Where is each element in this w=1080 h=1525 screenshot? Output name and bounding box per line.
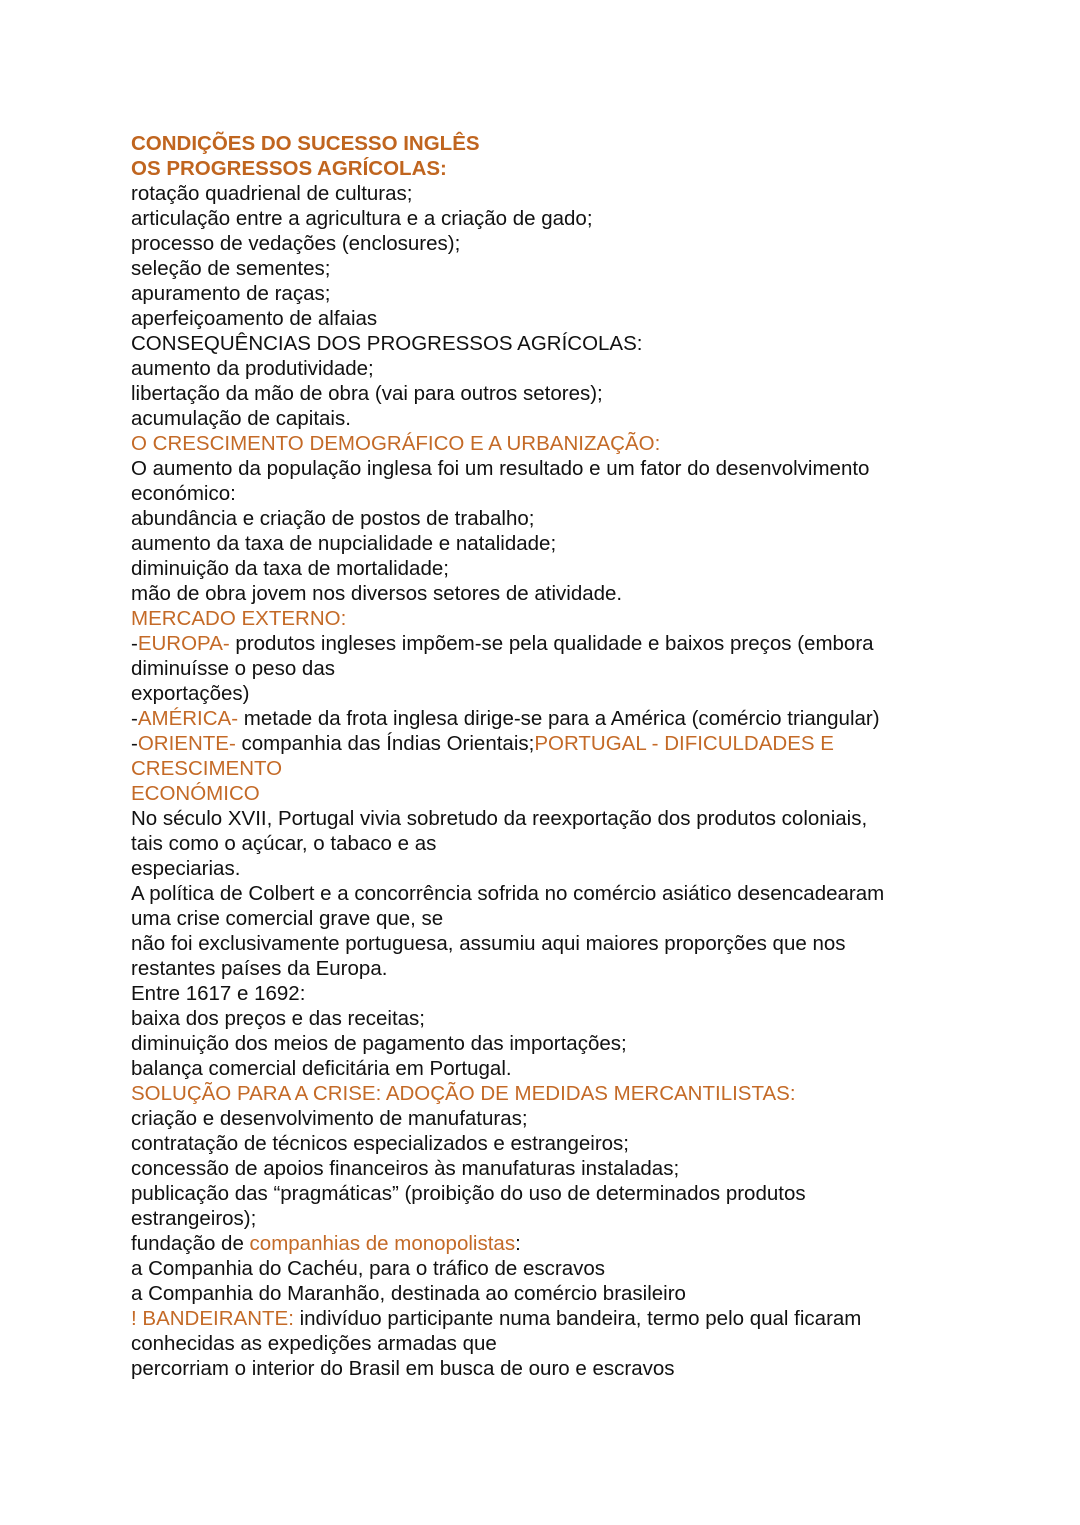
document-page [131, 131, 951, 1381]
label-oriente: ORIENTE- [137, 732, 236, 755]
list-item: acumulação de capitais. [131, 407, 351, 430]
list-item: criação e desenvolvimento de manufaturas; [131, 1107, 528, 1130]
list-item: apuramento de raças; [131, 282, 331, 305]
label-bandeirante: ! BANDEIRANTE: [131, 1307, 294, 1330]
list-item: aumento da taxa de nupcialidade e natalidade; [131, 532, 557, 555]
paragraph-line: uma crise comercial grave que, se [131, 907, 444, 930]
list-item: articulação entre a agricultura e a criação de gado; [131, 207, 593, 230]
heading-portugal: PORTUGAL - DIFICULDADES E [534, 732, 834, 755]
paragraph-line: O aumento da população inglesa foi um resultado e um fator do desenvolvimento [131, 457, 870, 480]
text-europa: produtos ingleses impõem-se pela qualidade e baixos preços (embora [229, 632, 874, 655]
label-europa: EUROPA- [137, 632, 230, 655]
paragraph-line: percorriam o interior do Brasil em busca de ouro e escravos [131, 1357, 675, 1380]
paragraph-line: restantes países da Europa. [131, 957, 388, 980]
list-item: processo de vedações (enclosures); [131, 232, 461, 255]
paragraph-line: diminuísse o peso das [131, 657, 335, 680]
list-item: baixa dos preços e das receitas; [131, 1007, 425, 1030]
list-item: diminuição da taxa de mortalidade; [131, 557, 449, 580]
label-america: AMÉRICA- [137, 707, 239, 730]
dash: - [131, 632, 138, 655]
paragraph-line: No século XVII, Portugal vivia sobretudo da reexportação dos produtos coloniais, [131, 807, 868, 830]
text-bandeirante: indivíduo participante numa bandeira, termo pelo qual ficaram [293, 1307, 862, 1330]
list-item: mão de obra jovem nos diversos setores de atividade. [131, 582, 623, 605]
highlight-companhias: companhias de monopolistas [249, 1232, 516, 1255]
list-item: a Companhia do Maranhão, destinada ao comércio brasileiro [131, 1282, 686, 1305]
paragraph-line: especiarias. [131, 857, 241, 880]
heading-portugal-cont: ECONÓMICO [131, 782, 260, 805]
heading-solucao-crise: SOLUÇÃO PARA A CRISE: ADOÇÃO DE MEDIDAS MERCANTILISTAS: [131, 1082, 796, 1105]
paragraph-line: económico: [131, 482, 236, 505]
dash: - [131, 732, 138, 755]
mercado-america [131, 706, 951, 731]
list-item: publicação das “pragmáticas” (proibição do uso de determinados produtos [131, 1182, 806, 1205]
heading-progressos-agricolas: OS PROGRESSOS AGRÍCOLAS: [131, 157, 447, 180]
bandeirante-line [131, 1306, 951, 1331]
list-item: abundância e criação de postos de trabalho; [131, 507, 535, 530]
list-item: diminuição dos meios de pagamento das importações; [131, 1032, 627, 1055]
fundacao-line [131, 1231, 951, 1256]
mercado-europa [131, 631, 951, 656]
list-item: aperfeiçoamento de alfaias [131, 307, 378, 330]
list-item: a Companhia do Cachéu, para o tráfico de escravos [131, 1257, 606, 1280]
list-item: balança comercial deficitária em Portugal. [131, 1057, 512, 1080]
document-title: CONDIÇÕES DO SUCESSO INGLÊS [131, 132, 480, 155]
list-item: libertação da mão de obra (vai para outros setores); [131, 382, 603, 405]
heading-portugal-cont: CRESCIMENTO [131, 757, 283, 780]
fundacao-suffix: : [515, 1232, 521, 1255]
paragraph-line: exportações) [131, 682, 250, 705]
fundacao-prefix: fundação de [131, 1232, 250, 1255]
heading-consequencias: CONSEQUÊNCIAS DOS PROGRESSOS AGRÍCOLAS: [131, 332, 643, 355]
heading-mercado-externo: MERCADO EXTERNO: [131, 607, 347, 630]
period-label: Entre 1617 e 1692: [131, 982, 306, 1005]
paragraph-line: tais como o açúcar, o tabaco e as [131, 832, 437, 855]
paragraph-line: conhecidas as expedições armadas que [131, 1332, 497, 1355]
dash: - [131, 707, 138, 730]
text-america: metade da frota inglesa dirige-se para a América (comércio triangular) [238, 707, 880, 730]
list-item: rotação quadrienal de culturas; [131, 182, 413, 205]
list-item: seleção de sementes; [131, 257, 331, 280]
list-item: concessão de apoios financeiros às manufaturas instaladas; [131, 1157, 680, 1180]
text-oriente: companhia das Índias Orientais; [235, 732, 535, 755]
heading-crescimento-demografico: O CRESCIMENTO DEMOGRÁFICO E A URBANIZAÇÃO: [131, 432, 661, 455]
paragraph-line: não foi exclusivamente portuguesa, assumiu aqui maiores proporções que nos [131, 932, 846, 955]
paragraph-line: A política de Colbert e a concorrência sofrida no comércio asiático desencadearam [131, 882, 885, 905]
mercado-oriente [131, 731, 951, 756]
list-item: estrangeiros); [131, 1207, 257, 1230]
list-item: contratação de técnicos especializados e estrangeiros; [131, 1132, 629, 1155]
list-item: aumento da produtividade; [131, 357, 374, 380]
